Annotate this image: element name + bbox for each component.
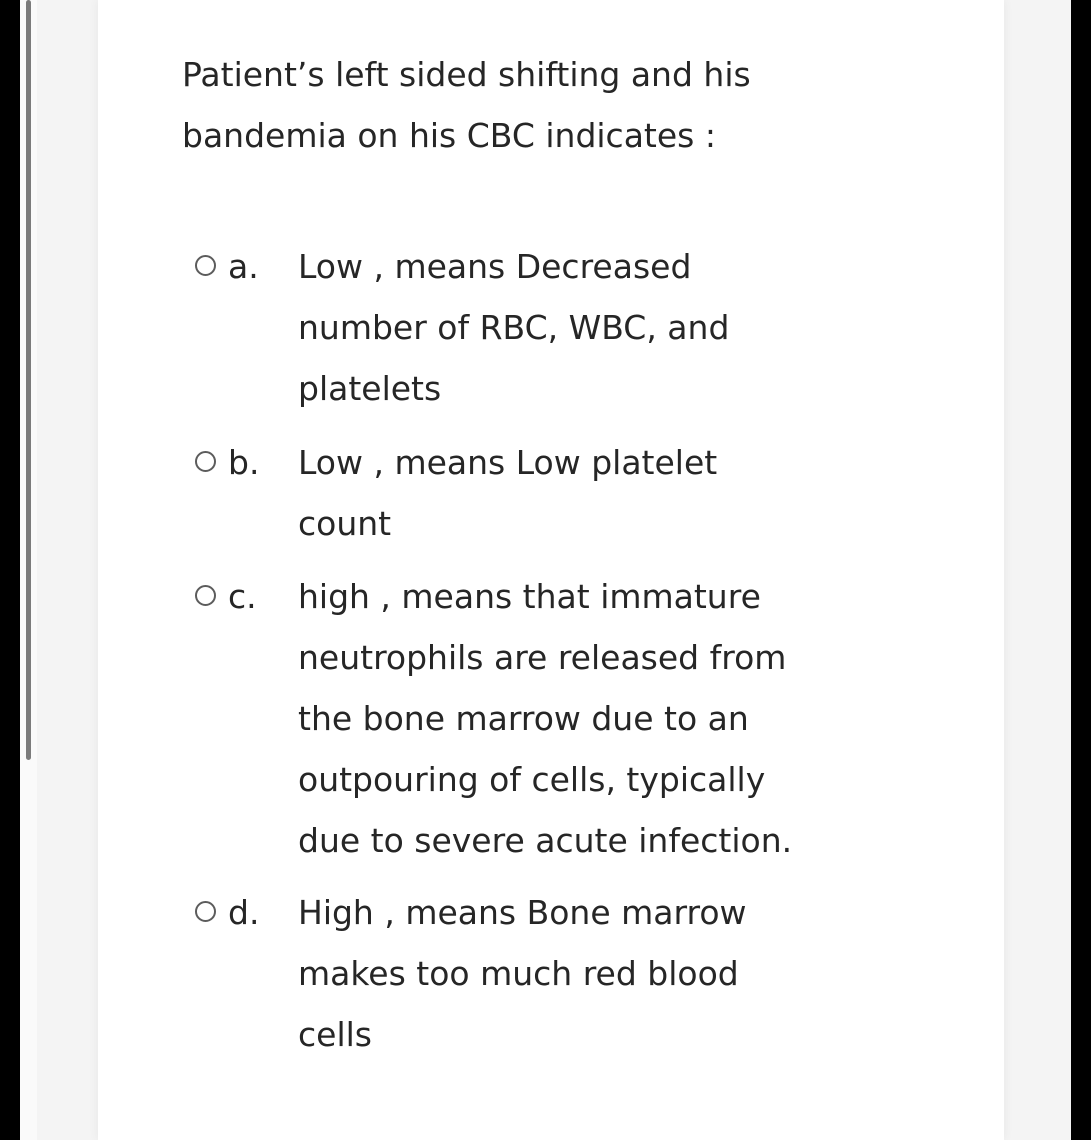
option-text — [298, 882, 975, 1065]
option-letter: c. — [228, 577, 257, 616]
option-b[interactable] — [195, 432, 975, 566]
option-text-line: platelets — [298, 369, 442, 408]
question-text — [182, 44, 942, 166]
option-letter: b. — [228, 443, 260, 482]
radio-button-d[interactable] — [195, 901, 216, 922]
option-text — [298, 432, 975, 554]
option-text-line: due to severe acute infection. — [298, 821, 793, 860]
left-edge — [0, 0, 20, 1140]
question-card — [98, 0, 1004, 1140]
option-text-line: high , means that immature — [298, 577, 761, 616]
radio-button-b[interactable] — [195, 451, 216, 472]
option-text — [298, 236, 975, 419]
option-text-line: the bone marrow due to an — [298, 699, 749, 738]
option-text-line: count — [298, 504, 392, 543]
question-line: Patient’s left sided shifting and his — [182, 55, 751, 94]
option-text-line: makes too much red blood — [298, 954, 739, 993]
option-text-line: neutrophils are released from — [298, 638, 787, 677]
option-text-line: cells — [298, 1015, 372, 1054]
option-text-line: Low , means Decreased — [298, 247, 692, 286]
radio-button-a[interactable] — [195, 255, 216, 276]
radio-button-c[interactable] — [195, 585, 216, 606]
option-text-line: High , means Bone marrow — [298, 893, 747, 932]
question-line: bandemia on his CBC indicates : — [182, 116, 716, 155]
right-edge — [1071, 0, 1091, 1140]
option-text — [298, 566, 975, 871]
option-text-line: Low , means Low platelet — [298, 443, 718, 482]
option-letter: a. — [228, 247, 259, 286]
option-text-line: outpouring of cells, typically — [298, 760, 766, 799]
option-letter: d. — [228, 893, 260, 932]
option-text-line: number of RBC, WBC, and — [298, 308, 730, 347]
scrollbar-thumb[interactable] — [26, 0, 31, 760]
option-c[interactable] — [195, 566, 975, 882]
option-a[interactable] — [195, 236, 975, 432]
answer-options — [195, 236, 975, 1078]
option-d[interactable] — [195, 882, 975, 1078]
